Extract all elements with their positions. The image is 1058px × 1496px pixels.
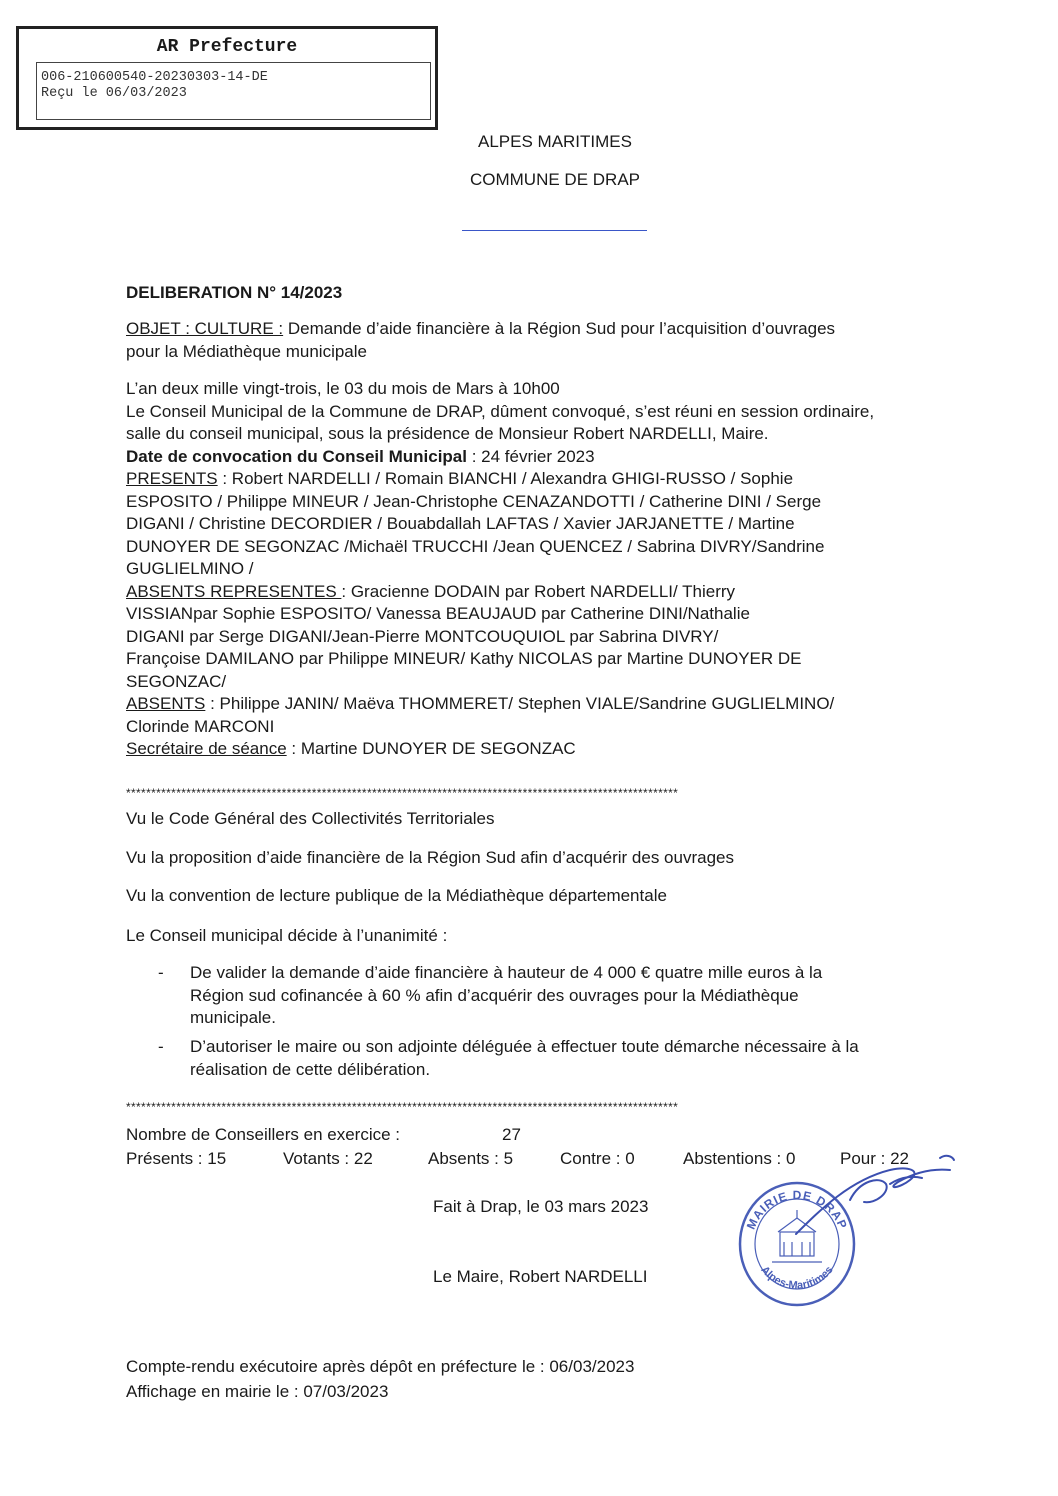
session-line-2: Le Conseil Municipal de la Commune de DRAP, dûment convoqué, s’est réuni en session ordinaire,	[126, 401, 875, 421]
visa-2: Vu la proposition d’aide financière de la Région Sud afin d’acquérir des ouvrages	[126, 848, 734, 867]
seal-top-text: MAIRIE DE DRAP	[743, 1187, 851, 1232]
presents-line-4: DUNOYER DE SEGONZAC /Michaël TRUCCHI /Jean QUENCEZ / Sabrina DIVRY/Sandrine	[126, 536, 825, 556]
mayor-handwritten-signature	[790, 1140, 960, 1240]
absents-line-1: : Philippe JANIN/ Maëva THOMMERET/ Stephen VIALE/Sandrine GUGLIELMINO/	[205, 694, 835, 713]
object-line-2: pour la Médiathèque municipale	[126, 341, 367, 361]
visa-1: Vu le Code Général des Collectivités Territoriales	[126, 809, 495, 828]
object-line-1: Demande d’aide financière à la Région Sud pour l’acquisition d’ouvrages	[283, 319, 836, 338]
votes-pour: Pour : 22	[840, 1149, 909, 1168]
stamp-reference: 006-210600540-20230303-14-DE	[41, 70, 268, 85]
councillors-in-office-value: 27	[502, 1125, 521, 1144]
presents-line-5: GUGLIELMINO /	[126, 559, 254, 578]
decision-item-1-line-2: Région sud cofinancée à 60 % afin d’acquérir des ouvrages pour la Médiathèque	[190, 985, 799, 1005]
convocation-date: : 24 février 2023	[467, 446, 595, 466]
session-line-1: L’an deux mille vingt-trois, le 03 du mois de Mars à 10h00	[126, 379, 560, 398]
bullet-dash: -	[158, 963, 164, 982]
deliberation-number: DELIBERATION N° 14/2023	[126, 283, 343, 302]
represented-line-1: : Gracienne DODAIN par Robert NARDELLI/ Thierry	[341, 581, 736, 601]
department-heading: ALPES MARITIMES	[478, 132, 632, 151]
separator-stars-1: **************************************************************************************************************	[126, 786, 679, 800]
represented-line-2: VISSIANpar Sophie ESPOSITO/ Vanessa BEAUJAUD par Catherine DINI/Nathalie	[126, 604, 750, 623]
decision-item-2-line-1: D’autoriser le maire ou son adjointe déléguée à effectuer toute démarche nécessaire à la	[190, 1037, 859, 1056]
convocation-label: Date de convocation du Conseil Municipal	[126, 446, 467, 466]
presents-line-2: ESPOSITO / Philippe MINEUR / Jean-Christophe CENAZANDOTTI / Catherine DINI / Serge	[126, 491, 822, 511]
presents-label: PRESENTS	[126, 469, 218, 488]
stamp-details	[36, 62, 431, 120]
header-divider	[462, 230, 647, 231]
executory-notice: Compte-rendu exécutoire après dépôt en préfecture le : 06/03/2023	[126, 1357, 635, 1376]
votes-abstentions: Abstentions : 0	[683, 1149, 796, 1168]
represented-line-3: DIGANI par Serge DIGANI/Jean-Pierre MONTCOUQUIOL par Sabrina DIVRY/	[126, 626, 719, 646]
object-label: OBJET : CULTURE :	[126, 319, 284, 338]
votes-contre: Contre : 0	[560, 1149, 635, 1168]
mayor-signature-label: Le Maire, Robert NARDELLI	[433, 1267, 648, 1286]
presents-line-1: : Robert NARDELLI / Romain BIANCHI / Alexandra GHIGI-RUSSO / Sophie	[217, 469, 794, 488]
stamp-received-date: Reçu le 06/03/2023	[41, 86, 187, 101]
decision-item-1-line-3: municipale.	[190, 1008, 276, 1027]
commune-heading: COMMUNE DE DRAP	[469, 170, 640, 189]
seal-bottom-text: Alpes-Maritimes	[758, 1263, 836, 1292]
ar-prefecture-stamp	[16, 26, 438, 130]
session-line-3: salle du conseil municipal, sous la présidence de Monsieur Robert NARDELLI, Maire.	[126, 424, 769, 443]
decision-intro: Le Conseil municipal décide à l’unanimité :	[126, 926, 448, 945]
votes-votants: Votants : 22	[283, 1149, 373, 1168]
place-date: Fait à Drap, le 03 mars 2023	[433, 1197, 649, 1216]
represented-line-4: Françoise DAMILANO par Philippe MINEUR/ Kathy NICOLAS par Martine DUNOYER DE	[126, 649, 802, 668]
secretary-name: : Martine DUNOYER DE SEGONZAC	[286, 739, 576, 758]
absents-line-2: Clorinde MARCONI	[126, 716, 275, 736]
visa-3: Vu la convention de lecture publique de la Médiathèque départementale	[126, 886, 667, 905]
votes-absents: Absents : 5	[428, 1149, 514, 1168]
decision-item-1	[158, 962, 990, 1030]
absents-label: ABSENTS	[126, 694, 206, 713]
represented-line-5: SEGONZAC/	[126, 671, 227, 691]
decision-item-2	[158, 1036, 990, 1081]
secretary-label: Secrétaire de séance	[126, 739, 287, 758]
session-paragraph	[126, 378, 874, 761]
councillors-in-office-label: Nombre de Conseillers en exercice :	[126, 1125, 401, 1144]
deliberation-object	[126, 318, 835, 363]
display-notice: Affichage en mairie le : 07/03/2023	[126, 1382, 389, 1401]
represented-label: ABSENTS REPRESENTES	[126, 581, 342, 601]
svg-text:Alpes-Maritimes	[758, 1264, 835, 1292]
separator-stars-2: **************************************************************************************************************	[126, 1100, 679, 1114]
votes-presents: Présents : 15	[126, 1149, 227, 1168]
bullet-dash: -	[158, 1037, 164, 1056]
stamp-title: AR Prefecture	[156, 37, 298, 57]
decision-item-1-line-1: De valider la demande d’aide financière à hauteur de 4 000 € quatre mille euros à la	[190, 963, 823, 982]
presents-line-3: DIGANI / Christine DECORDIER / Bouabdallah LAFTAS / Xavier JARJANETTE / Martine	[126, 514, 795, 533]
decision-item-2-line-2: réalisation de cette délibération.	[190, 1059, 431, 1079]
